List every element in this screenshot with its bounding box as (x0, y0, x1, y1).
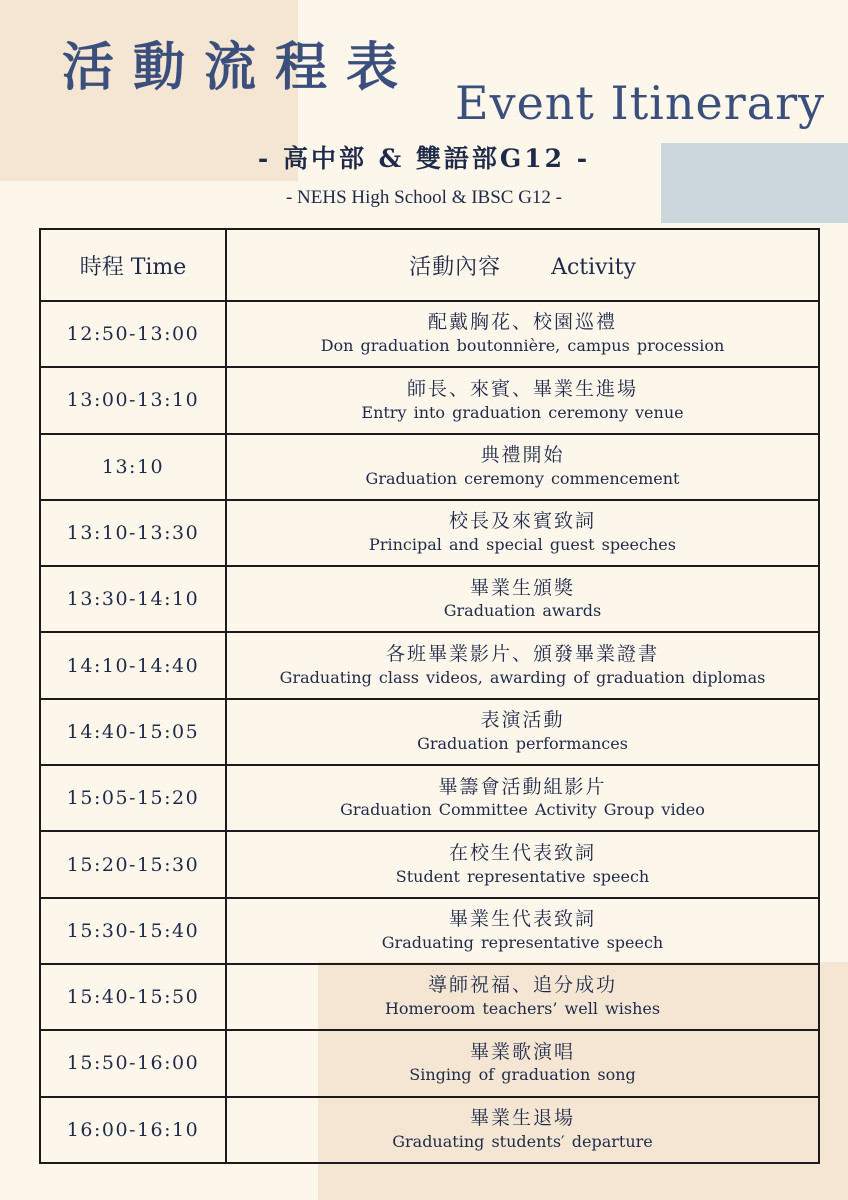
table-row (40, 898, 819, 964)
activity-cell (226, 566, 819, 632)
activity-chinese: 畢業歌演唱 (469, 1040, 575, 1063)
activity-english: Graduation awards (443, 601, 602, 621)
table-row (40, 1030, 819, 1096)
page-title-chinese: 活動流程表 (62, 37, 418, 98)
table-row (40, 964, 819, 1030)
activity-english: Graduation performances (417, 734, 628, 753)
time-cell: 15:30-15:40 (40, 898, 226, 964)
header-activity-chinese: 活動內容 (409, 254, 502, 280)
activity-english: Entry into graduation ceremony venue (361, 402, 684, 422)
itinerary-table (39, 228, 820, 1164)
table-row (40, 765, 819, 831)
time-cell: 16:00-16:10 (40, 1097, 226, 1163)
time-cell: 13:30-14:10 (40, 566, 226, 632)
activity-chinese: 畢業生退場 (469, 1107, 575, 1130)
activity-chinese: 配戴胸花、校園巡禮 (427, 311, 617, 334)
time-cell: 15:50-16:00 (40, 1030, 226, 1096)
table-row (40, 301, 819, 367)
time-cell: 14:40-15:05 (40, 699, 226, 765)
activity-english: Graduating representative speech (381, 932, 664, 952)
activity-chinese: 校長及來賓致詞 (448, 510, 596, 533)
header-activity (226, 229, 819, 301)
time-cell: 13:10-13:30 (40, 500, 226, 566)
table-row (40, 500, 819, 566)
time-cell: 15:20-15:30 (40, 831, 226, 897)
activity-english: Singing of graduation song (409, 1065, 636, 1085)
time-cell: 15:40-15:50 (40, 964, 226, 1030)
page-title-english: Event Itinerary (455, 76, 826, 130)
activity-cell (226, 367, 819, 433)
table-header-row (40, 229, 819, 301)
activity-cell (226, 632, 819, 698)
table-row (40, 367, 819, 433)
activity-cell (226, 699, 819, 765)
activity-cell (226, 1097, 819, 1163)
activity-cell (226, 1030, 819, 1096)
time-cell: 14:10-14:40 (40, 632, 226, 698)
activity-chinese: 畢業生頒獎 (469, 576, 575, 599)
activity-cell (226, 434, 819, 500)
activity-cell (226, 898, 819, 964)
time-cell: 13:10 (40, 434, 226, 500)
activity-english: Graduation ceremony commencement (365, 468, 680, 488)
activity-english: Homeroom teachers’ well wishes (384, 999, 661, 1019)
table-row (40, 566, 819, 632)
activity-chinese: 畢業生代表致詞 (448, 908, 596, 931)
activity-chinese: 典禮開始 (480, 444, 565, 467)
activity-english: Graduating class videos, awarding of graduation diplomas (279, 667, 766, 687)
header-activity-english: Activity (551, 254, 636, 280)
activity-chinese: 師長、來賓、畢業生進場 (406, 377, 638, 400)
subtitle-chinese: - 高中部 & 雙語部G12 - (257, 144, 591, 173)
activity-chinese: 各班畢業影片、頒發畢業證書 (385, 642, 659, 665)
time-cell: 13:00-13:10 (40, 367, 226, 433)
activity-chinese: 導師祝福、追分成功 (427, 974, 617, 997)
time-cell: 12:50-13:00 (40, 301, 226, 367)
table-row (40, 1097, 819, 1163)
itinerary-rows (40, 301, 819, 1163)
activity-english: Principal and special guest speeches (369, 535, 676, 555)
activity-english: Graduating students′ departure (392, 1131, 653, 1151)
activity-english: Don graduation boutonnière, campus procession (320, 336, 725, 356)
activity-cell (226, 964, 819, 1030)
header-time: 時程 Time (40, 229, 226, 301)
activity-english: Graduation Committee Activity Group video (340, 800, 705, 820)
table-row (40, 434, 819, 500)
activity-chinese: 在校生代表致詞 (448, 841, 596, 864)
table-row (40, 632, 819, 698)
activity-cell (226, 500, 819, 566)
time-cell: 15:05-15:20 (40, 765, 226, 831)
activity-english: Student representative speech (395, 866, 650, 886)
activity-cell (226, 765, 819, 831)
subtitle-english: - NEHS High School & IBSC G12 - (285, 187, 563, 208)
activity-chinese: 畢籌會活動組影片 (438, 775, 607, 798)
table-row (40, 831, 819, 897)
table-row (40, 699, 819, 765)
activity-cell (226, 831, 819, 897)
activity-chinese: 表演活動 (480, 709, 565, 732)
activity-cell (226, 301, 819, 367)
